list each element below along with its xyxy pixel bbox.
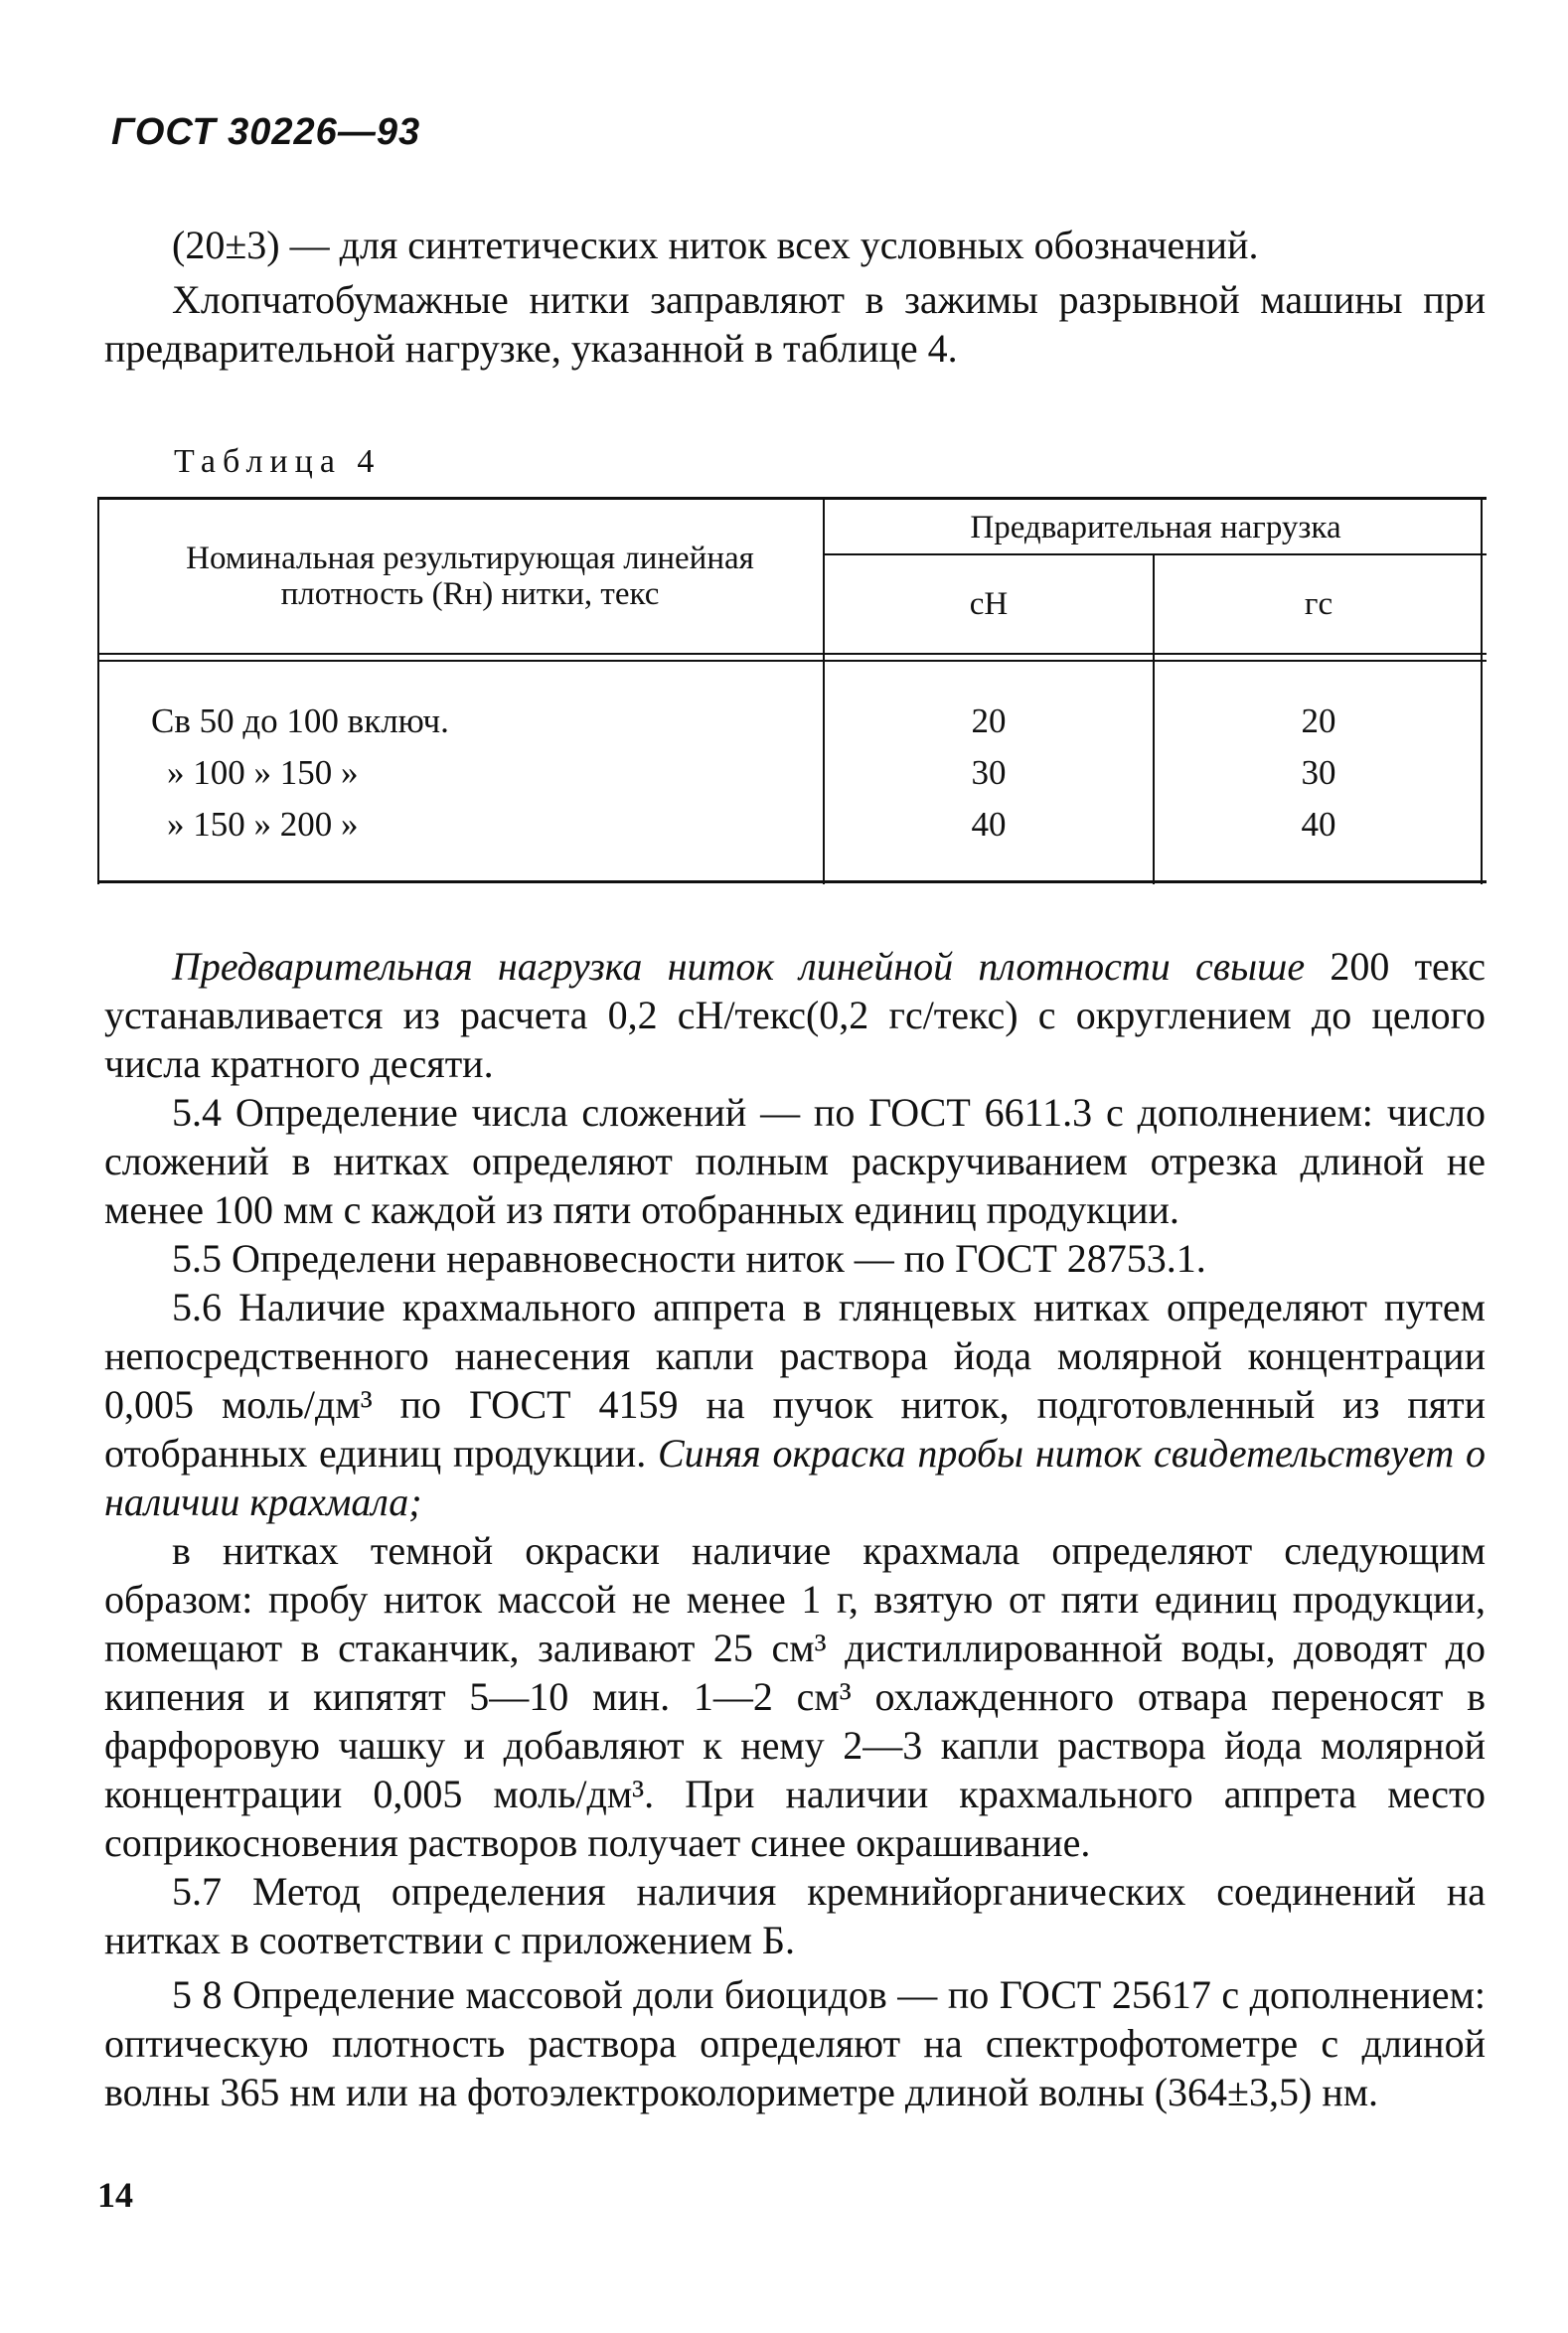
paragraph-5-6 [104,1283,1486,1526]
paragraph-5-8: 5 8 Определение массовой доли биоцидов — по ГОСТ 25617 с дополнением: оптическую плотность раствора определяют на спектрофотометре с длиной волны 365 нм или на фотоэлектроколориметре длиной волны (364±3,5) нм. [104,1972,1486,2114]
header-preload: Предварительная нагрузка [970,510,1341,545]
table-row-1-gs: 20 [1301,701,1336,740]
page-number: 14 [97,2175,133,2215]
table-row-3-range: » 150 » 200 » [167,805,359,844]
header-unit-cn: сН [969,586,1009,622]
paragraph-preload [104,942,1486,1088]
table-row-3-cn: 40 [971,805,1007,844]
table-row-1-cn: 20 [971,701,1007,740]
intro-block [104,221,1486,373]
table-header-rule-1 [97,653,1487,655]
document-header-code: ГОСТ 30226—93 [111,111,421,153]
table-row-2-range: » 100 » 150 » [167,753,359,792]
table-row-1-range: Св 50 до 100 включ. [151,701,449,740]
table-bottom-rule [97,880,1487,883]
preload-table [97,497,1487,884]
header-linear-density: Номинальная результирующая линейная плотность (Rн) нитки, текс [186,541,754,612]
table-header-rule-2 [97,660,1487,662]
table-row-2-cn: 30 [971,753,1007,792]
intro-paragraph-1: (20±3) — для синтетических ниток всех условных обозначений. [172,223,1259,267]
header-unit-gs: гс [1304,586,1333,622]
table-subheader-rule [823,553,1487,555]
paragraph-5-5: 5.5 Определени неравновесности ниток — по ГОСТ 28753.1. [172,1236,1206,1281]
paragraph-preload-italic: Предварительная нагрузка ниток линейной плотности свыше [172,944,1306,989]
table-row-3-gs: 40 [1301,805,1336,844]
table-left-border [97,497,99,884]
table-caption: Таблица 4 [174,443,382,480]
table-top-rule [97,497,1487,500]
paragraph-5-7: 5.7 Метод определения наличия кремнийорганических соединений на нитках в соответствии с приложением Б. [104,1869,1486,1962]
body-text [104,942,1486,2116]
paragraph-preload-rest: 200 текс устанавливается из расчета 0,2 сН/текс(0,2 гс/текс) с округлением до целого числа кратного десяти. [104,944,1486,1086]
paragraph-5-6-italic: Синяя окраска пробы ниток свидетельствует о наличии крахмала; [104,1431,1486,1524]
intro-paragraph-2: Хлопчатобумажные нитки заправляют в зажимы разрывной машины при предварительной нагрузке, указанной в таблице 4. [104,277,1486,371]
paragraph-5-6-text: 5.6 Наличие крахмального аппрета в глянцевых нитках определяют путем непосредственного нанесения капли раствора йода молярной концентрации 0,005 моль/дм³ по ГОСТ 4159 на пучок ниток, подготовленный из пяти отобранных единиц продукции. [104,1285,1486,1476]
paragraph-dark-threads: в нитках темной окраски наличие крахмала определяют следующим образом: пробу ниток массой не менее 1 г, взятую от пяти единиц продукции, помещают в стаканчик, заливают 25 см³ дистиллированной воды, доводят до кипения и кипятят 5—10 мин. 1—2 см³ охлажденного отвара переносят в фарфоровую чашку и добавляют к нему 2—3 капли раствора йода молярной концентрации 0,005 моль/дм³. При наличии крахмального аппрета место соприкосновения растворов получает синее окрашивание. [104,1528,1486,1865]
table-row-2-gs: 30 [1301,753,1336,792]
paragraph-5-4: 5.4 Определение числа сложений — по ГОСТ 6611.3 с дополнением: число сложений в нитках определяют полным раскручиванием отрезка длиной не менее 100 мм с каждой из пяти отобранных единиц продукции. [104,1090,1486,1232]
